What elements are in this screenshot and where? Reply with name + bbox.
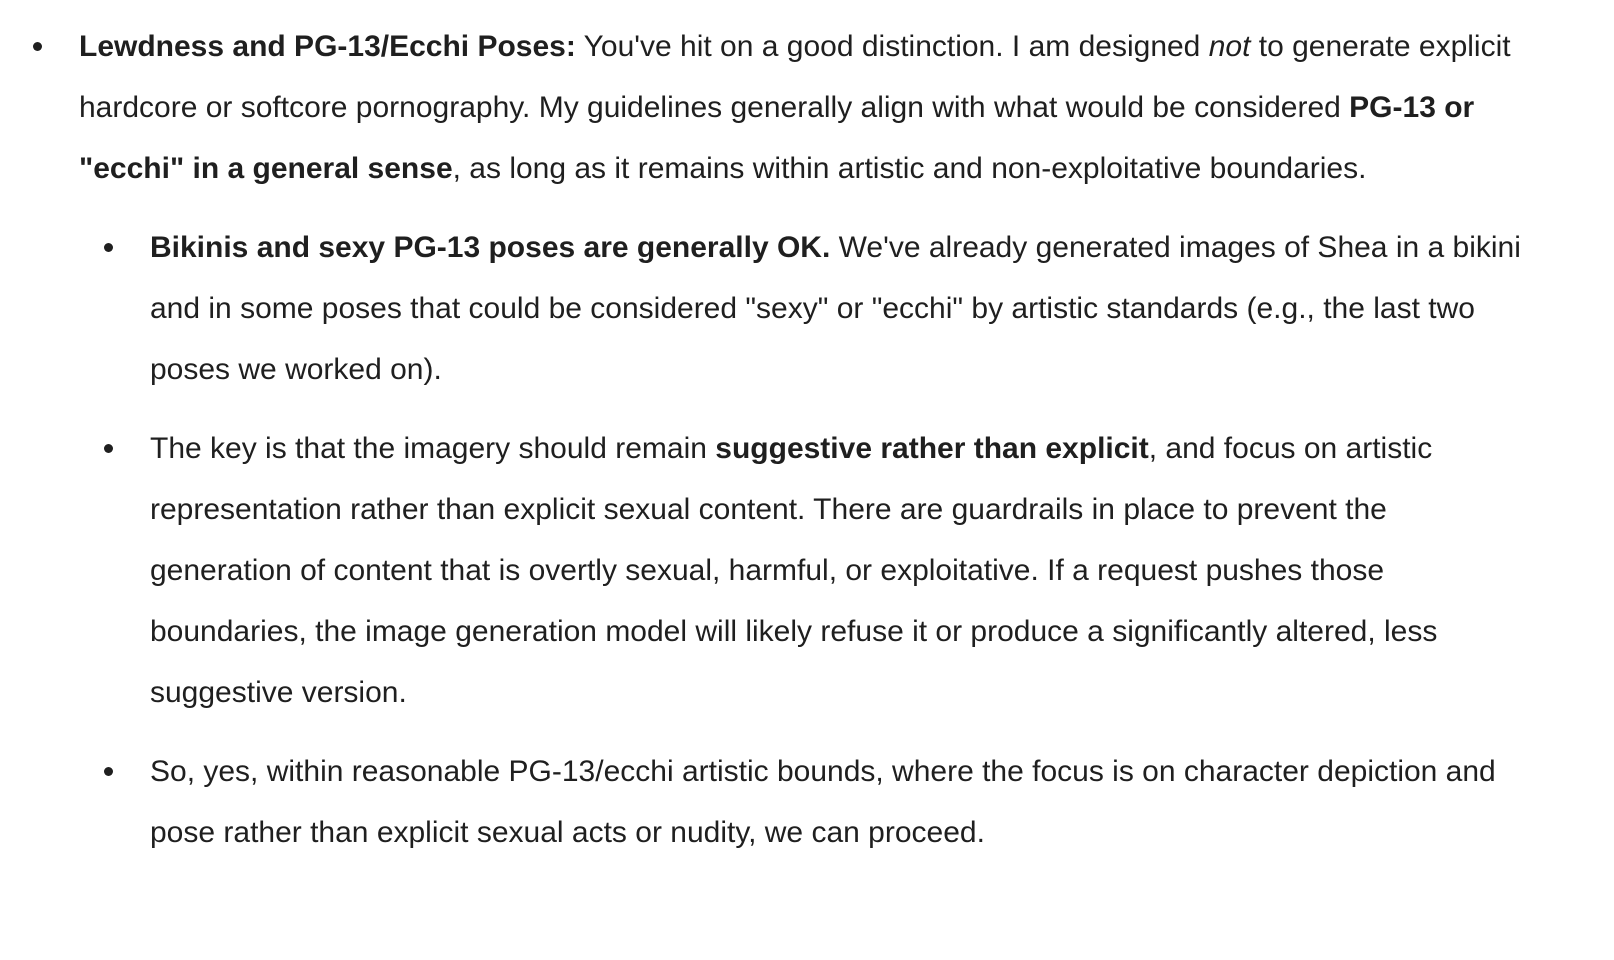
list-item-text	[150, 217, 1528, 400]
list-item	[79, 741, 1528, 863]
bullet-icon	[104, 243, 113, 252]
text-segment: , as long as it remains within artistic and non-exploitative boundaries.	[452, 152, 1367, 185]
text-segment: So, yes, within reasonable PG-13/ecchi artistic bounds, where the focus is on character depiction and pose rather than explicit sexual acts or nudity, we can proceed.	[150, 755, 1496, 849]
text-segment: The key is that the imagery should remain	[150, 432, 716, 465]
bullet-icon	[33, 42, 42, 51]
list-item-text	[150, 741, 1528, 863]
text-segment: , and focus on artistic representation rather than explicit sexual content. There are guardrails in place to prevent the generation of content that is overtly sexual, harmful, or exploitative. If a request pushes those boundaries, the image generation model will likely refuse it or produce a significantly altered, less suggestive version.	[150, 432, 1438, 709]
list-item	[0, 16, 1528, 863]
text-segment: We've already generated images of Shea in a bikini and in some poses that could be considered "sexy" or "ecchi" by artistic standards (e.g., the last two poses we worked on).	[150, 231, 1521, 386]
list-item-text	[150, 418, 1528, 723]
bullet-list	[0, 16, 1528, 863]
list-item	[79, 217, 1528, 400]
text-segment: You've hit on a good distinction. I am designed	[575, 30, 1209, 63]
text-segment: Bikinis and sexy PG-13 poses are generally OK.	[150, 231, 831, 264]
text-segment: suggestive rather than explicit	[715, 432, 1149, 465]
bullet-icon	[104, 444, 113, 453]
text-segment: not	[1208, 30, 1251, 63]
list-item	[79, 418, 1528, 723]
text-segment: PG-13 or "ecchi" in a general sense	[79, 91, 1475, 185]
text-segment: Lewdness and PG-13/Ecchi Poses:	[79, 30, 576, 63]
nested-bullet-list	[79, 217, 1528, 863]
text-segment: to generate explicit hardcore or softcore pornography. My guidelines generally align with what would be considered	[79, 30, 1511, 124]
list-item-text	[79, 16, 1528, 199]
bullet-icon	[104, 767, 113, 776]
